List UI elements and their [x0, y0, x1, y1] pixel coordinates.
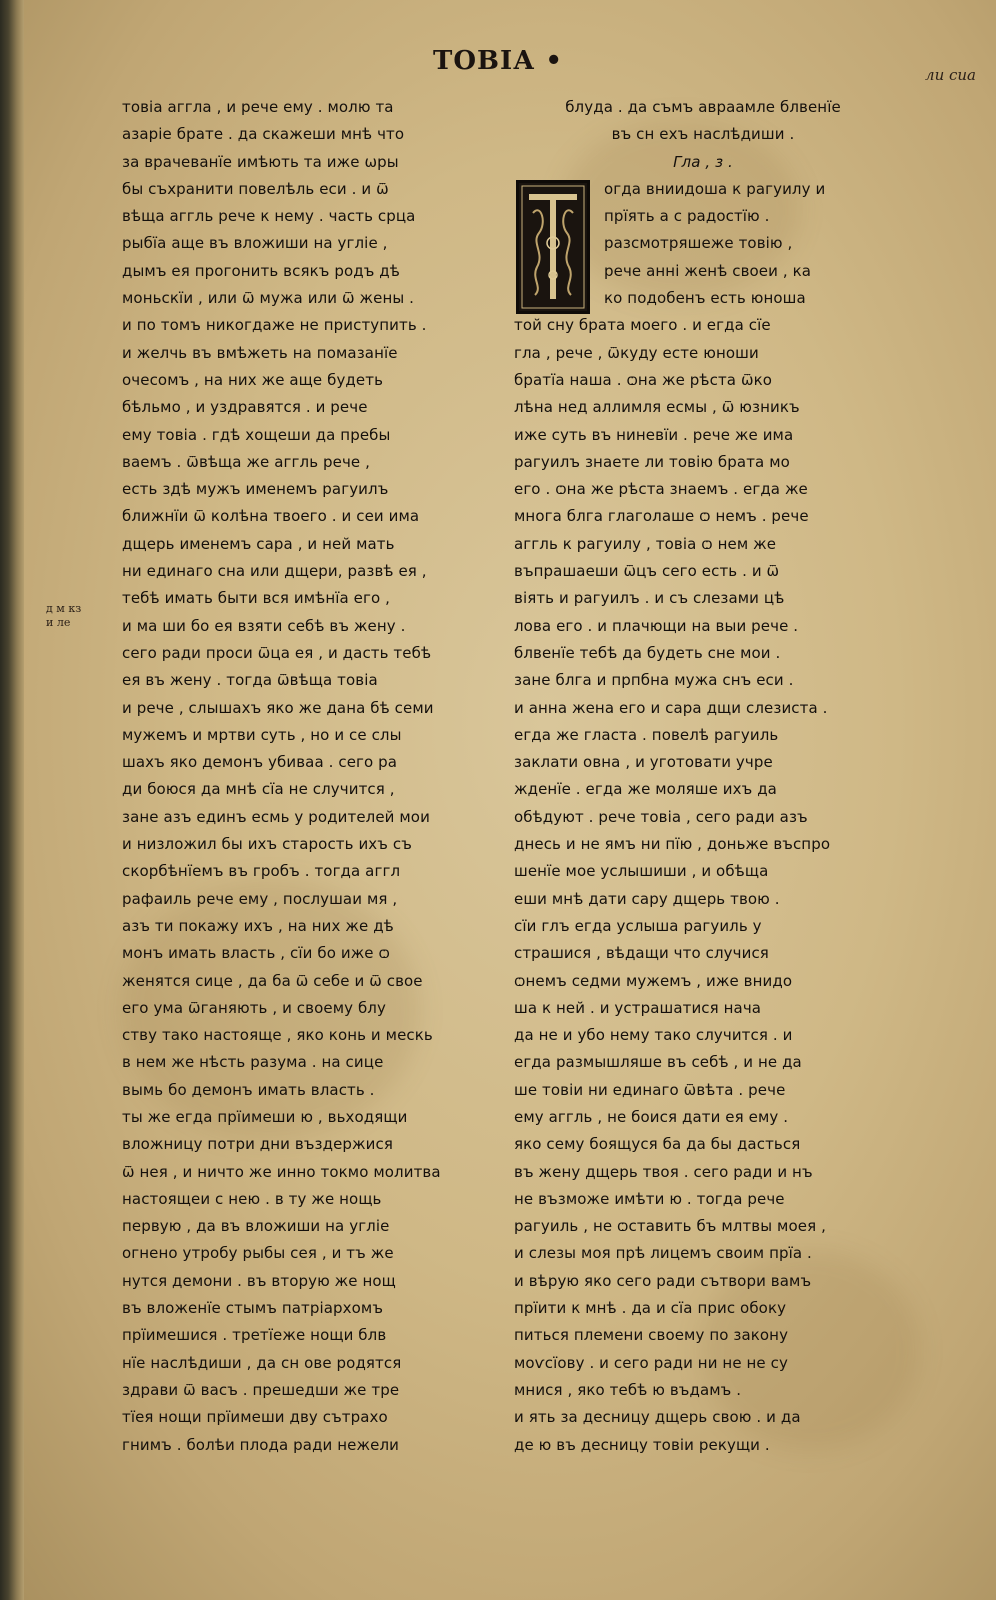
text-line: ты же егда прїимеши ю , вьходящи [122, 1107, 408, 1126]
text-line: бѣльмо , и уздравятся . и рече [122, 398, 368, 417]
text-line: и желчь въ вмѣжеть на помазанїе [122, 343, 398, 362]
text-line: въ жену дщерь твоя . сего ради и нъ [514, 1162, 813, 1181]
text-line: ему аггль , не боися дати ея ему . [514, 1107, 789, 1126]
text-line: тїея нощи прїимеши дву сътрахо [122, 1408, 388, 1427]
text-line: аггль к рагуилу , товіа ѻ нем же [514, 534, 777, 553]
running-title: ТОВІА • [433, 46, 563, 76]
text-line: здрави ѿ васъ . прешедши же тре [122, 1380, 400, 1399]
text-line: прїимешися . третїеже нощи блв [122, 1326, 387, 1345]
text-line: лова его . и плачющи на выи рече . [514, 616, 799, 635]
text-line: ближнїи ѿ колѣна твоего . и сеи има [122, 507, 420, 526]
text-line: рыбїа аще въ вложиши на угліе , [122, 234, 388, 253]
text-line: ему товіа . гдѣ хощеши да пребы [122, 425, 391, 444]
text-line: прїити к мнѣ . да и сїа прис обоку [514, 1299, 787, 1318]
text-line: гла , рече , ѿкуду есте юноши [514, 343, 759, 362]
text-line: въ вложенїе стымъ патріархомъ [122, 1299, 384, 1318]
text-line: женятся сице , да ба ѿ себе и ѿ свое [122, 971, 423, 990]
text-line: очесомъ , на них же аще будеть [122, 370, 384, 389]
text-line: гнимъ . болѣи плода ради нежели [122, 1435, 399, 1454]
text-line: и рече , слышахъ яко же дана бѣ семи [122, 698, 434, 717]
decorated-initial-letter [516, 180, 590, 314]
text-line: его . ѻна же рѣста знаемъ . егда же [514, 480, 808, 499]
text-line: въпрашаеши ѿцъ сего есть . и ѿ [514, 562, 780, 581]
text-line: ди боюся да мнѣ сїа не случится , [122, 780, 395, 799]
text-line: прїять а с радостїю . [604, 207, 770, 226]
text-line: азаріе брате . да скажеши мнѣ что [122, 125, 405, 144]
text-line: есть здѣ мужъ именемъ рагуилъ [122, 480, 389, 499]
text-line: шахъ яко демонъ убиваа . сего ра [122, 753, 398, 772]
text-line: блуда . да съмъ авраамле блвенїе [565, 98, 841, 116]
text-line: вымь бо демонъ имать власть . [122, 1080, 375, 1099]
text-line: его ума ѿганяють , и своему блу [122, 998, 386, 1017]
text-line: огнено утробу рыбы сея , и тъ же [122, 1244, 394, 1263]
text-line: страшися , вѣдащи что случися [514, 944, 769, 963]
text-line: ше товіи ни единаго ѿвѣта . рече [514, 1080, 786, 1099]
text-line: многа блга глаголаше ѻ немъ . рече [514, 507, 809, 526]
text-line: в нем же нѣсть разума . на сице [122, 1053, 384, 1072]
text-line: монъ имать власть , сїи бо иже ѻ [122, 944, 390, 963]
text-line: зане азъ единъ есмь у родителей мои [122, 807, 430, 826]
text-line: въ сн ехъ наслѣдиши . [611, 125, 795, 144]
text-line: огда вниидоша к рагуилу и [604, 179, 826, 198]
text-line: блвенїе тебѣ да будеть сне мои . [514, 643, 781, 662]
text-line: дщерь именемъ сара , и ней мать [122, 534, 395, 553]
margin-annotation: д м кз и ле [46, 602, 82, 629]
text-line: обѣдуют . рече товіа , сего ради азъ [514, 807, 808, 826]
text-line: ни единаго сна или дщери, развѣ ея , [122, 562, 427, 581]
text-line: моѵсїову . и сего ради ни не не су [514, 1353, 788, 1372]
text-line: жденїе . егда же моляше ихъ да [514, 780, 777, 799]
text-line: еши мнѣ дати сару дщерь твою . [514, 889, 780, 908]
text-line: иже суть въ ниневїи . рече же има [514, 425, 794, 444]
text-line: и по томъ никогдаже не приступить . [122, 316, 427, 335]
text-line: питься племени своему по закону [514, 1326, 789, 1345]
text-line: ѻнемъ седми мужемъ , иже внидо [514, 971, 793, 990]
text-line: егда размышляше въ себѣ , и не да [514, 1053, 802, 1072]
text-line: рафаиль рече ему , послушаи мя , [122, 889, 398, 908]
text-line: рагуиль , не ѻставить бъ млтвы моея , [514, 1217, 826, 1236]
text-line: вѣща аггль рече к нему . часть срца [122, 207, 416, 226]
text-line: товіа аггла , и рече ему . молю та [122, 98, 394, 116]
text-line: ша к ней . и устрашатися нача [514, 998, 762, 1017]
text-line: скорбѣнїемъ въ гробъ . тогда аггл [122, 862, 401, 881]
chapter-heading: Гла , з . [673, 152, 733, 171]
book-gutter-shadow [0, 0, 24, 1600]
folio-mark: ли сиа [925, 66, 976, 84]
text-line: ѿ нея , и ничто же инно токмо молитва [122, 1162, 441, 1181]
text-line: братїа наша . ѻна же рѣста ѿко [514, 370, 773, 389]
text-line: егда же гласта . повелѣ рагуиль [514, 725, 779, 744]
text-line: той сну брата моего . и егда сїе [514, 316, 771, 335]
text-line: мужемъ и мртви суть , но и се слы [122, 725, 402, 744]
text-line: настоящеи с нею . в ту же нощь [122, 1189, 382, 1208]
text-line: ея въ жену . тогда ѿвѣща товіа [122, 671, 378, 690]
ornament-icon [519, 183, 587, 311]
text-line: мнися , яко тебѣ ю въдамъ . [514, 1380, 742, 1399]
text-line: зане блга и прпбна мужа снъ еси . [514, 671, 794, 690]
text-line: моньскїи , или ѿ мужа или ѿ жены . [122, 289, 415, 308]
text-line: первую , да въ вложиши на угліе [122, 1217, 390, 1236]
text-line: рагуилъ знаете ли товію брата мо [514, 452, 790, 471]
text-line: тебѣ имать быти вся имѣнїа его , [122, 589, 390, 608]
left-text-column [122, 94, 494, 1459]
right-column-body [514, 312, 892, 1458]
text-line: да не и убо нему тако случится . и [514, 1026, 793, 1045]
text-line: ко подобенъ есть юноша [604, 289, 806, 308]
right-text-column [514, 94, 892, 1459]
text-line: дымъ ея прогонить всякъ родъ дѣ [122, 261, 400, 280]
text-line: бы съхранити повелѣль еси . и ѿ [122, 179, 389, 198]
text-line: и ма ши бо ея взяти себѣ въ жену . [122, 616, 406, 635]
text-line: де ю въ десницу товіи рекущи . [514, 1435, 770, 1454]
text-line: азъ ти покажу ихъ , на них же дѣ [122, 916, 394, 935]
text-line: нїе наслѣдиши , да сн ове родятся [122, 1353, 402, 1372]
text-line: не възможе имѣти ю . тогда рече [514, 1189, 785, 1208]
text-line: нутся демони . въ вторую же нощ [122, 1271, 396, 1290]
text-line: ству тако настояще , яко конь и мескь [122, 1026, 433, 1045]
text-line: віять и рагуилъ . и съ слезами цѣ [514, 589, 785, 608]
text-line: шенїе мое услышиши , и обѣща [514, 862, 769, 881]
text-line: и ять за десницу дщерь свою . и да [514, 1408, 801, 1427]
text-line: яко сему боящуся ба да бы дасться [514, 1135, 801, 1154]
text-line: разсмотряшеже товію , [604, 234, 793, 253]
text-line: и слезы моя прѣ лицемъ своим прїа . [514, 1244, 812, 1263]
text-line: и анна жена его и сара дщи слезиста . [514, 698, 828, 717]
text-line: и вѣрую яко сего ради сътвори вамъ [514, 1271, 812, 1290]
text-line: лѣна нед аллимля есмы , ѿ юзникъ [514, 398, 800, 417]
text-line: ваемъ . ѿвѣща же аггль рече , [122, 452, 370, 471]
text-line: за врачеванїе имѣють та иже ѡры [122, 152, 399, 171]
text-line: днесь и не ямъ ни пїю , доньже въспро [514, 835, 831, 854]
text-line: заклати овна , и уготовати учре [514, 753, 773, 772]
text-line: сего ради проси ѿца ея , и дасть тебѣ [122, 643, 432, 662]
text-line: сїи глъ егда услыша рагуиль у [514, 916, 762, 935]
text-line: и низложил бы ихъ старость ихъ съ [122, 835, 412, 854]
text-line: рече анні женѣ своеи , ка [604, 261, 812, 280]
text-line: вложницу потри дни въздержися [122, 1135, 393, 1154]
